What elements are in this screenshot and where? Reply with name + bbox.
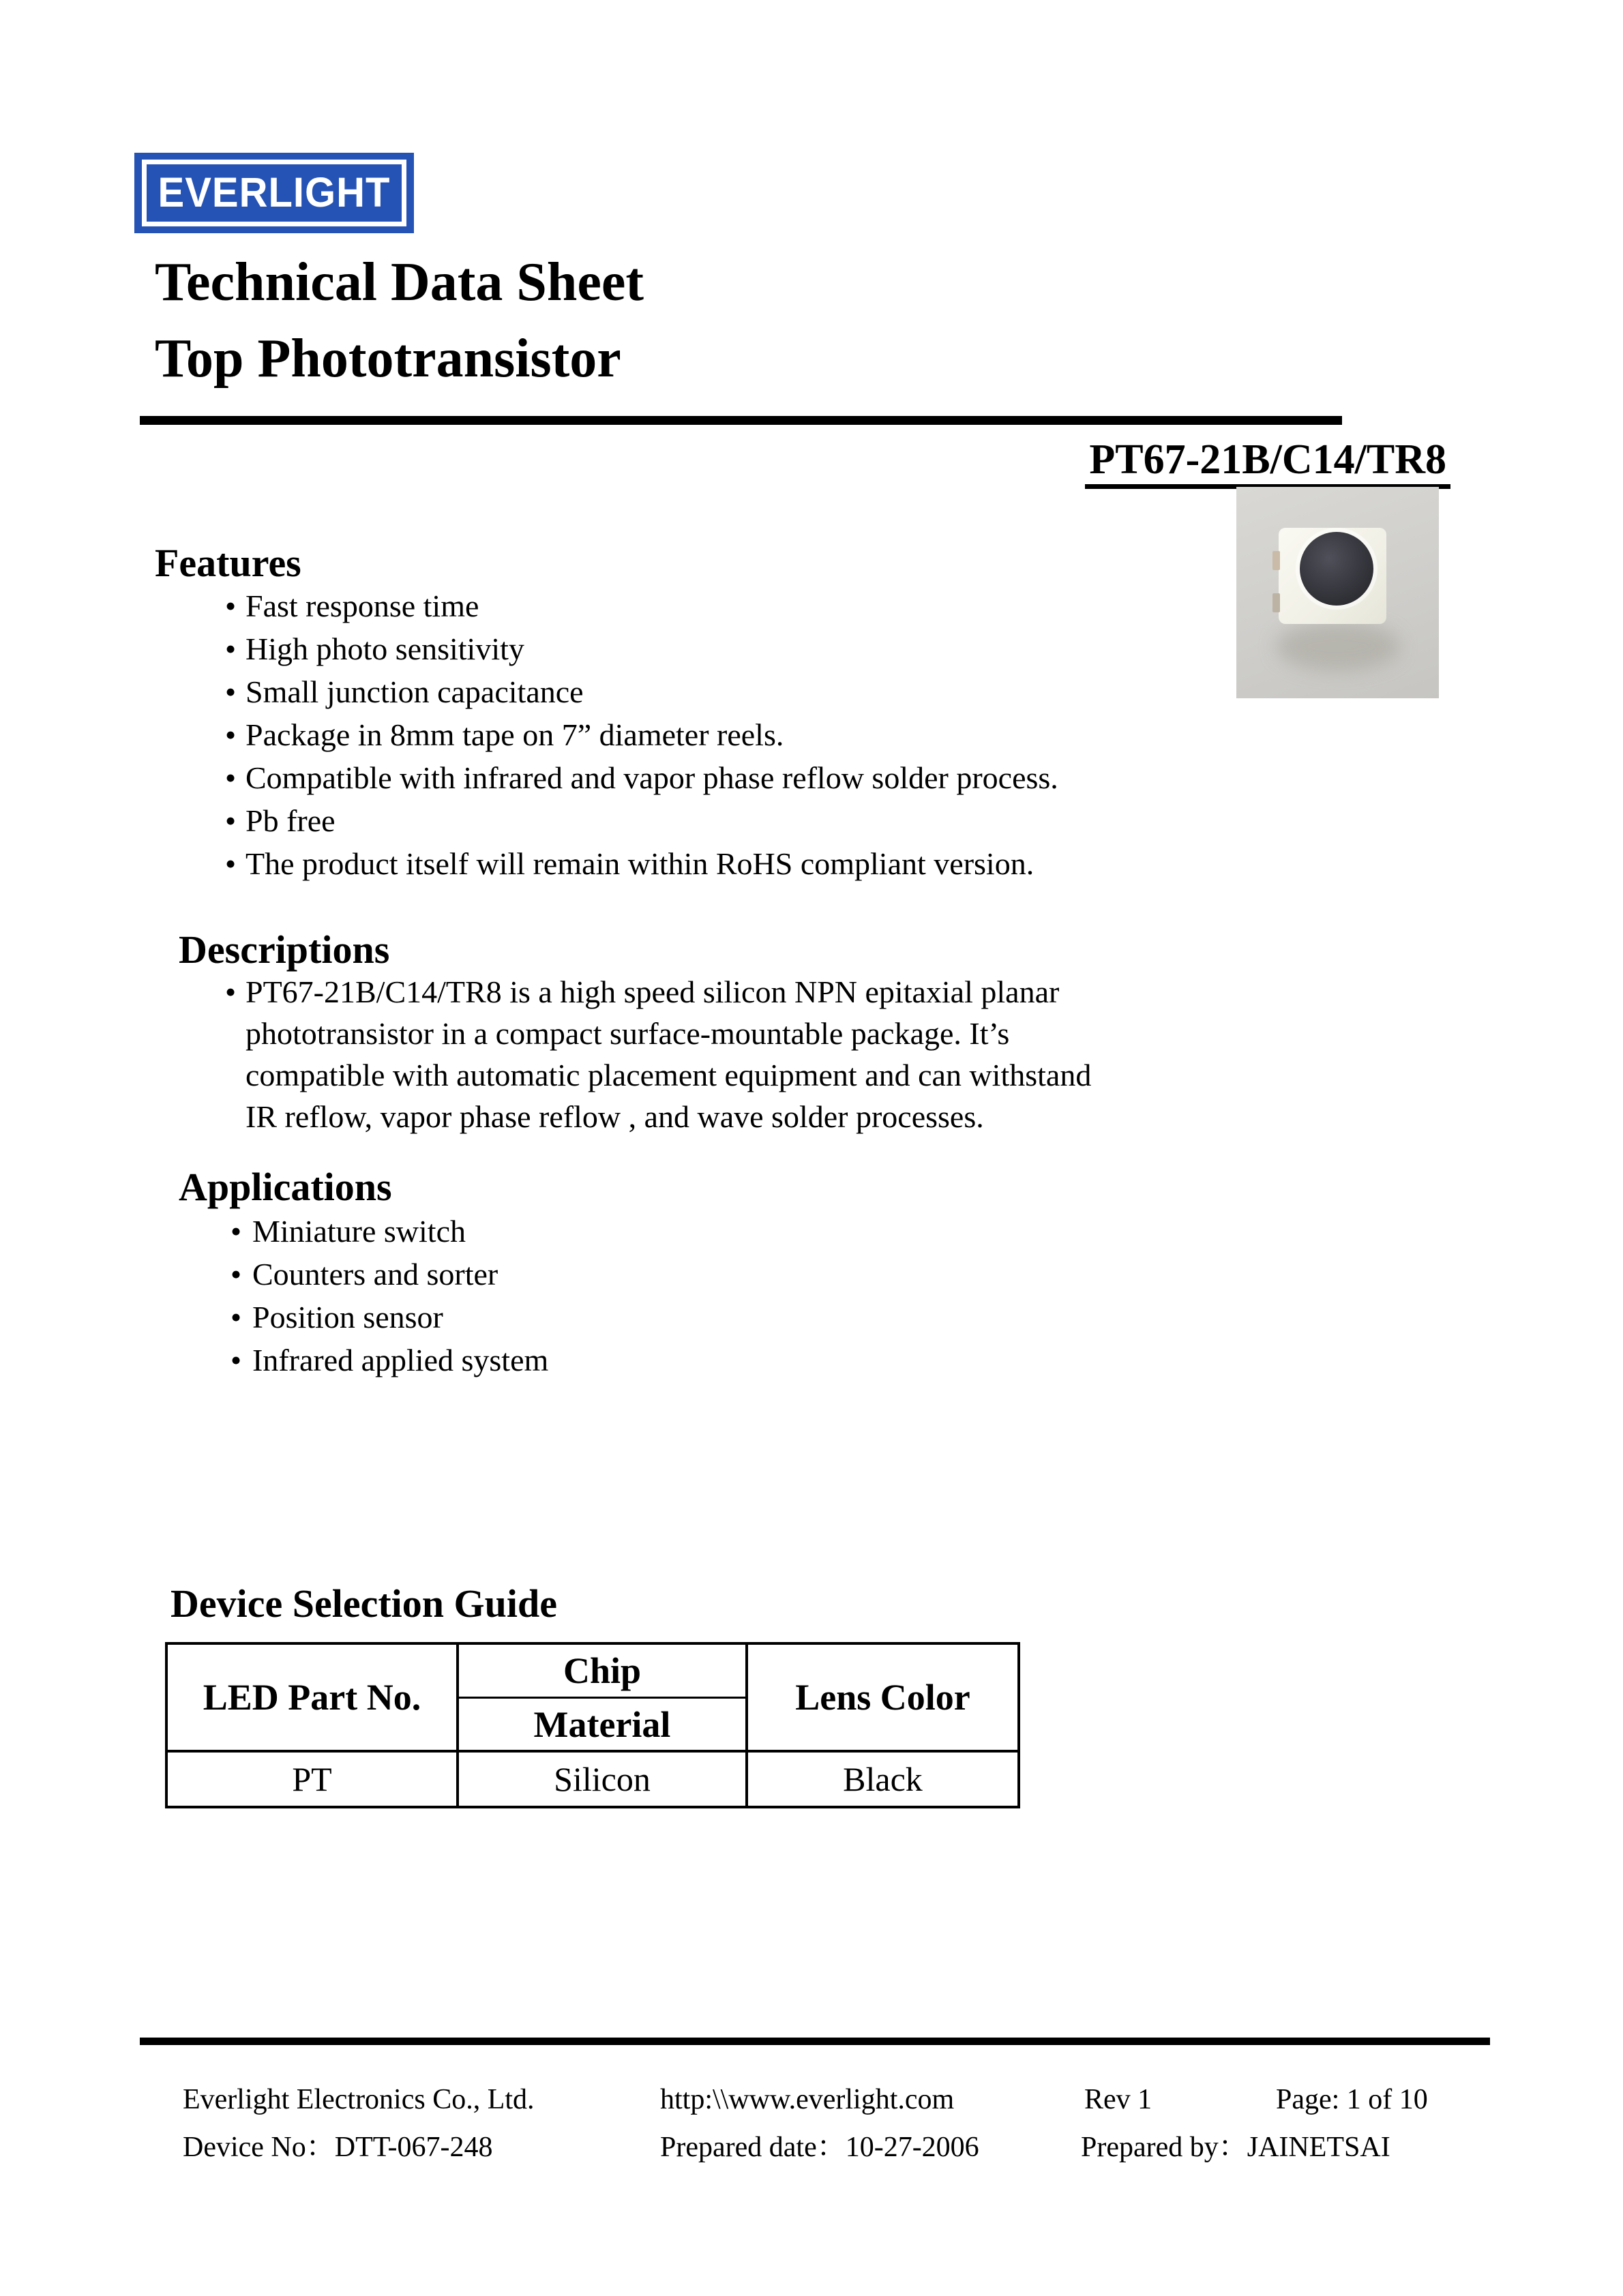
applications-heading: Applications <box>179 1165 392 1209</box>
package-lead-bottom <box>1272 593 1280 612</box>
application-item: • Position sensor <box>230 1296 548 1339</box>
footer-device-no: Device No：DTT-067-248 <box>183 2132 493 2163</box>
table-cell-led-part: PT <box>168 1753 459 1806</box>
description-line: compatible with automatic placement equipment and can withstand <box>245 1058 1092 1092</box>
document-title <box>155 244 644 397</box>
feature-item: • The product itself will remain within RoHS compliant version. <box>225 842 1058 885</box>
footer-divider-rule <box>140 2038 1490 2045</box>
table-header-material: Material <box>459 1699 748 1753</box>
descriptions-heading: Descriptions <box>179 927 390 972</box>
feature-item: • Small junction capacitance <box>225 670 1058 713</box>
footer-page-number: Page: 1 of 10 <box>1276 2084 1428 2115</box>
title-line-1: Technical Data Sheet <box>155 252 644 312</box>
package-lens <box>1300 532 1373 606</box>
footer-website: http:\\www.everlight.com <box>660 2084 955 2115</box>
descriptions-text <box>225 971 1091 1137</box>
application-item: • Infrared applied system <box>230 1339 548 1382</box>
table-header-lens-color: Lens Color <box>748 1645 1017 1753</box>
package-shadow <box>1276 622 1400 671</box>
everlight-logo <box>134 153 414 233</box>
product-photo <box>1236 487 1439 698</box>
logo-text: EVERLIGHT <box>158 169 391 216</box>
title-line-2: Top Phototransistor <box>155 329 621 389</box>
features-list <box>225 584 1058 885</box>
footer-prepared-date: Prepared date：10-27-2006 <box>660 2132 979 2163</box>
features-heading: Features <box>155 541 301 585</box>
application-item: • Miniature switch <box>230 1210 548 1253</box>
package-lead-top <box>1272 551 1280 570</box>
description-line: phototransistor in a compact surface-mountable package. It’s <box>245 1016 1010 1051</box>
feature-item: • Compatible with infrared and vapor phase reflow solder process. <box>225 756 1058 799</box>
table-header-chip: Chip <box>459 1645 748 1699</box>
title-divider-rule <box>140 416 1342 425</box>
description-line: IR reflow, vapor phase reflow , and wave solder processes. <box>245 1099 984 1134</box>
footer-prepared-by: Prepared by：JAINETSAI <box>1081 2132 1390 2163</box>
footer-company: Everlight Electronics Co., Ltd. <box>183 2084 535 2115</box>
feature-item: • High photo sensitivity <box>225 627 1058 670</box>
feature-item: • Pb free <box>225 799 1058 842</box>
footer-revision: Rev 1 <box>1084 2084 1152 2115</box>
applications-list <box>230 1210 548 1382</box>
device-selection-guide-heading: Device Selection Guide <box>170 1581 558 1626</box>
table-header-led-part-no: LED Part No. <box>168 1645 459 1753</box>
device-selection-table <box>165 1642 1020 1808</box>
part-number: PT67-21B/C14/TR8 <box>1085 438 1450 489</box>
smd-package <box>1279 528 1386 624</box>
application-item: • Counters and sorter <box>230 1253 548 1296</box>
table-cell-lens-color: Black <box>843 1760 923 1798</box>
table-cell-chip-material: Silicon <box>459 1753 748 1806</box>
feature-item: • Fast response time <box>225 584 1058 627</box>
description-line: • PT67-21B/C14/TR8 is a high speed silicon NPN epitaxial planar <box>225 971 1091 1013</box>
feature-item: • Package in 8mm tape on 7” diameter reels. <box>225 713 1058 756</box>
